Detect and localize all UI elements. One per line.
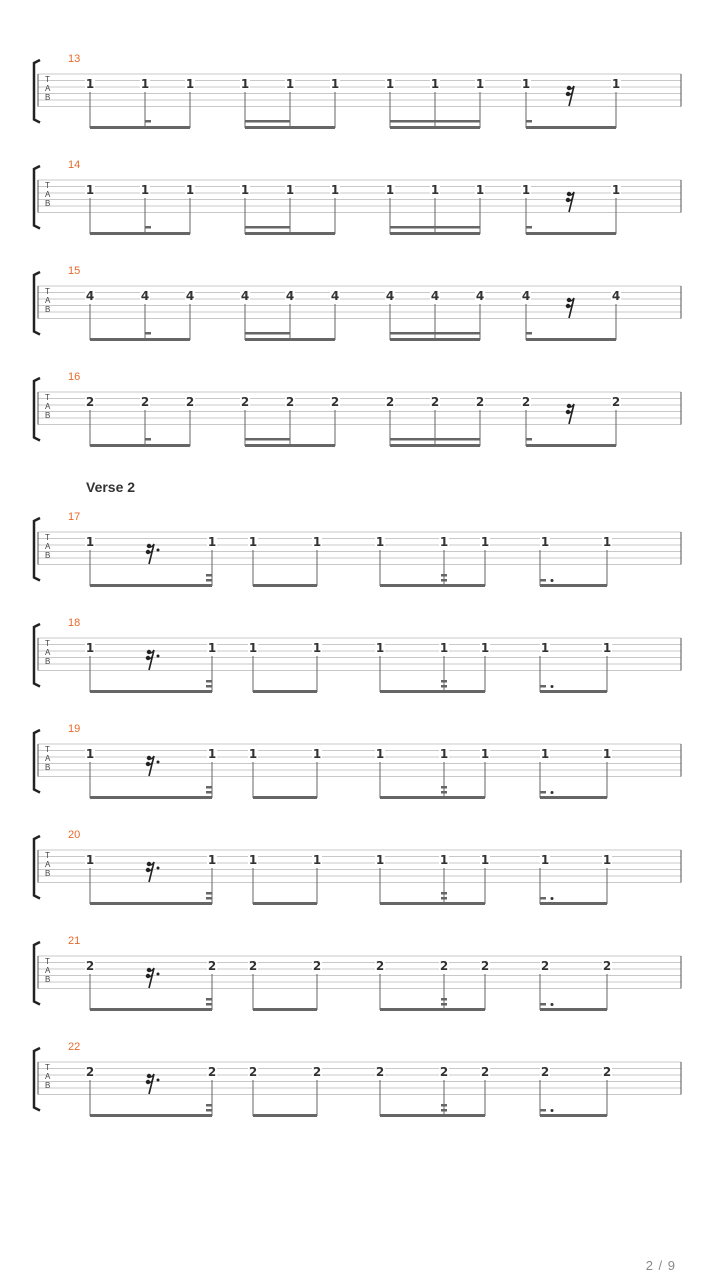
fret-number: 1 <box>540 853 550 867</box>
beam-stub <box>441 892 447 895</box>
fret-number: 1 <box>602 641 612 655</box>
beam-stub <box>526 332 532 335</box>
fret-number: 1 <box>330 183 340 197</box>
dot <box>551 579 554 582</box>
tab-system <box>34 53 681 129</box>
beam <box>90 232 190 235</box>
fret-number: 2 <box>540 1065 550 1079</box>
beam <box>390 126 480 129</box>
fret-number: 1 <box>240 183 250 197</box>
fret-number: 2 <box>248 1065 258 1079</box>
fret-number: 1 <box>207 535 217 549</box>
fret-number: 1 <box>140 77 150 91</box>
beam-stub <box>145 332 151 335</box>
system-bracket <box>34 1048 40 1111</box>
fret-number: 2 <box>521 395 531 409</box>
fret-number: 2 <box>439 959 449 973</box>
sixteenth-rest <box>146 1074 160 1094</box>
fret-number: 1 <box>85 183 95 197</box>
fret-number: 1 <box>185 77 195 91</box>
fret-number: 2 <box>475 395 485 409</box>
tab-clef-letter: T <box>45 287 50 296</box>
sixteenth-rest <box>566 298 574 318</box>
fret-number: 1 <box>439 747 449 761</box>
tab-clef-letter: B <box>45 411 51 420</box>
beam-stub <box>540 791 546 794</box>
tab-clef-letter: A <box>45 754 51 763</box>
fret-number: 4 <box>330 289 340 303</box>
fret-number: 4 <box>185 289 195 303</box>
beam-stub <box>145 226 151 229</box>
beam-stub <box>441 680 447 683</box>
beam-stub <box>441 998 447 1001</box>
fret-number: 1 <box>375 853 385 867</box>
beam <box>90 690 212 693</box>
measure-number: 14 <box>68 159 81 171</box>
fret-number: 1 <box>85 641 95 655</box>
beam-stub <box>145 120 151 123</box>
beam-stub <box>206 786 212 789</box>
fret-number: 1 <box>207 747 217 761</box>
tab-system <box>34 265 681 341</box>
fret-number: 2 <box>375 959 385 973</box>
fret-number: 1 <box>85 77 95 91</box>
beam-stub <box>441 1109 447 1112</box>
tab-clef-letter: B <box>45 869 51 878</box>
fret-number: 1 <box>540 641 550 655</box>
tab-clef-letter: A <box>45 402 51 411</box>
tab-clef-letter: T <box>45 393 50 402</box>
beam-stub <box>441 1104 447 1107</box>
tab-clef-letter: A <box>45 84 51 93</box>
beam-stub <box>441 579 447 582</box>
measure-number: 21 <box>68 935 81 947</box>
measure-number: 15 <box>68 265 81 277</box>
beam <box>540 796 607 799</box>
beam-stub <box>145 438 151 441</box>
beam <box>253 796 317 799</box>
beam-stub <box>526 226 532 229</box>
tab-clef-letter: T <box>45 639 50 648</box>
fret-number: 2 <box>248 959 258 973</box>
tab-system <box>34 617 681 693</box>
system-bracket <box>34 836 40 899</box>
fret-number: 1 <box>85 535 95 549</box>
beam-stub <box>540 1003 546 1006</box>
sixteenth-rest <box>146 544 160 564</box>
fret-number: 1 <box>375 535 385 549</box>
measure-number: 19 <box>68 723 81 735</box>
tab-clef-letter: B <box>45 975 51 984</box>
beam <box>253 1114 317 1117</box>
fret-number: 1 <box>330 77 340 91</box>
beam-stub <box>441 1003 447 1006</box>
tab-clef-letter: A <box>45 296 51 305</box>
tab-clef-letter: B <box>45 199 51 208</box>
beam <box>90 584 212 587</box>
beam-stub <box>540 579 546 582</box>
fret-number: 1 <box>185 183 195 197</box>
fret-number: 2 <box>611 395 621 409</box>
tab-clef-letter: B <box>45 1081 51 1090</box>
fret-number: 1 <box>207 853 217 867</box>
fret-number: 1 <box>312 853 322 867</box>
sixteenth-rest <box>146 650 160 670</box>
tab-clef-letter: A <box>45 966 51 975</box>
beam <box>540 584 607 587</box>
tab-clef-letter: A <box>45 542 51 551</box>
tab-system <box>34 723 681 799</box>
fret-number: 2 <box>540 959 550 973</box>
beam <box>90 902 212 905</box>
sixteenth-rest <box>566 404 574 424</box>
fret-number: 1 <box>480 535 490 549</box>
dot <box>551 1109 554 1112</box>
fret-number: 2 <box>480 1065 490 1079</box>
tab-clef-letter: T <box>45 75 50 84</box>
fret-number: 1 <box>430 183 440 197</box>
tab-clef-letter: A <box>45 1072 51 1081</box>
tab-clef-letter: B <box>45 93 51 102</box>
fret-number: 2 <box>85 395 95 409</box>
beam <box>380 584 485 587</box>
system-bracket <box>34 942 40 1005</box>
fret-number: 1 <box>285 183 295 197</box>
fret-number: 4 <box>140 289 150 303</box>
sixteenth-rest <box>566 86 574 106</box>
fret-number: 4 <box>611 289 621 303</box>
fret-number: 1 <box>312 641 322 655</box>
tab-system <box>34 1041 681 1117</box>
dot <box>551 685 554 688</box>
beam <box>90 338 190 341</box>
beam <box>245 338 335 341</box>
beam <box>90 444 190 447</box>
rest-dot <box>157 1079 160 1082</box>
fret-number: 1 <box>439 535 449 549</box>
beam-stub <box>206 1003 212 1006</box>
fret-number: 1 <box>602 535 612 549</box>
fret-number: 2 <box>330 395 340 409</box>
beam <box>90 796 212 799</box>
beam-secondary <box>390 332 480 335</box>
beam <box>253 690 317 693</box>
measure-number: 13 <box>68 53 81 65</box>
system-bracket <box>34 518 40 581</box>
measure-number: 18 <box>68 617 81 629</box>
fret-number: 1 <box>439 641 449 655</box>
beam-secondary <box>390 438 480 441</box>
fret-number: 1 <box>375 641 385 655</box>
fret-number: 1 <box>85 853 95 867</box>
beam-secondary <box>245 226 290 229</box>
fret-number: 1 <box>475 77 485 91</box>
beam-secondary <box>245 438 290 441</box>
fret-number: 2 <box>439 1065 449 1079</box>
fret-number: 1 <box>480 747 490 761</box>
tab-clef-letter: B <box>45 657 51 666</box>
fret-number: 1 <box>430 77 440 91</box>
measure-number: 16 <box>68 371 81 383</box>
fret-number: 1 <box>312 747 322 761</box>
fret-number: 1 <box>312 535 322 549</box>
fret-number: 1 <box>439 853 449 867</box>
tab-clef-letter: B <box>45 305 51 314</box>
fret-number: 1 <box>248 853 258 867</box>
beam <box>540 690 607 693</box>
fret-number: 2 <box>185 395 195 409</box>
tab-system <box>34 935 681 1011</box>
system-bracket <box>34 730 40 793</box>
beam <box>253 584 317 587</box>
fret-number: 1 <box>611 183 621 197</box>
fret-number: 1 <box>521 183 531 197</box>
fret-number: 4 <box>430 289 440 303</box>
fret-number: 2 <box>140 395 150 409</box>
beam-stub <box>540 685 546 688</box>
beam-stub <box>540 1109 546 1112</box>
fret-number: 1 <box>602 853 612 867</box>
fret-number: 1 <box>248 747 258 761</box>
fret-number: 1 <box>521 77 531 91</box>
tab-clef-letter: T <box>45 957 50 966</box>
rest-dot <box>157 973 160 976</box>
fret-number: 1 <box>540 747 550 761</box>
beam-secondary <box>390 120 480 123</box>
fret-number: 2 <box>240 395 250 409</box>
tab-clef-letter: B <box>45 763 51 772</box>
tab-system <box>34 511 681 587</box>
fret-number: 1 <box>475 183 485 197</box>
fret-number: 4 <box>85 289 95 303</box>
beam <box>390 338 480 341</box>
fret-number: 4 <box>475 289 485 303</box>
system-bracket <box>34 60 40 123</box>
fret-number: 2 <box>85 959 95 973</box>
dot <box>551 791 554 794</box>
fret-number: 1 <box>248 641 258 655</box>
tab-system <box>34 159 681 235</box>
beam <box>526 444 616 447</box>
tab-clef-letter: A <box>45 648 51 657</box>
rest-dot <box>157 761 160 764</box>
measure-number: 20 <box>68 829 81 841</box>
beam-stub <box>441 897 447 900</box>
rest-dot <box>157 867 160 870</box>
fret-number: 2 <box>312 959 322 973</box>
fret-number: 2 <box>602 959 612 973</box>
system-bracket <box>34 378 40 441</box>
beam <box>540 1008 607 1011</box>
beam-stub <box>441 685 447 688</box>
beam <box>380 796 485 799</box>
fret-number: 2 <box>430 395 440 409</box>
fret-number: 2 <box>602 1065 612 1079</box>
section-label: Verse 2 <box>86 479 136 495</box>
fret-number: 1 <box>140 183 150 197</box>
system-bracket <box>34 272 40 335</box>
dot <box>551 897 554 900</box>
measure-number: 17 <box>68 511 81 523</box>
fret-number: 4 <box>385 289 395 303</box>
beam-stub <box>540 897 546 900</box>
beam-stub <box>206 892 212 895</box>
fret-number: 1 <box>480 641 490 655</box>
beam-stub <box>206 897 212 900</box>
tab-system <box>34 829 681 905</box>
beam <box>245 444 335 447</box>
beam <box>380 690 485 693</box>
system-bracket <box>34 624 40 687</box>
tab-system <box>34 371 681 447</box>
beam <box>390 232 480 235</box>
beam <box>526 126 616 129</box>
rest-dot <box>157 549 160 552</box>
beam <box>253 1008 317 1011</box>
beam <box>540 1114 607 1117</box>
beam <box>380 1114 485 1117</box>
fret-number: 1 <box>85 747 95 761</box>
beam-secondary <box>390 226 480 229</box>
beam-stub <box>526 120 532 123</box>
dot <box>551 1003 554 1006</box>
fret-number: 2 <box>85 1065 95 1079</box>
measure-number: 22 <box>68 1041 81 1053</box>
beam-secondary <box>245 332 290 335</box>
beam-stub <box>206 1109 212 1112</box>
sixteenth-rest <box>146 756 160 776</box>
sixteenth-rest <box>146 968 160 988</box>
tab-clef-letter: T <box>45 745 50 754</box>
fret-number: 4 <box>240 289 250 303</box>
fret-number: 1 <box>248 535 258 549</box>
fret-number: 2 <box>480 959 490 973</box>
beam-stub <box>206 998 212 1001</box>
beam-stub <box>206 685 212 688</box>
beam <box>526 338 616 341</box>
fret-number: 2 <box>285 395 295 409</box>
sixteenth-rest <box>566 192 574 212</box>
fret-number: 1 <box>207 641 217 655</box>
beam-stub <box>441 574 447 577</box>
fret-number: 1 <box>375 747 385 761</box>
tab-clef-letter: A <box>45 190 51 199</box>
fret-number: 1 <box>385 183 395 197</box>
page-number: 2 / 9 <box>645 1258 676 1273</box>
fret-number: 1 <box>602 747 612 761</box>
beam <box>90 126 190 129</box>
beam-stub <box>441 786 447 789</box>
fret-number: 2 <box>207 1065 217 1079</box>
fret-number: 1 <box>285 77 295 91</box>
tab-clef-letter: T <box>45 851 50 860</box>
beam <box>245 232 335 235</box>
tab-clef-letter: T <box>45 181 50 190</box>
beam <box>380 902 485 905</box>
beam <box>90 1114 212 1117</box>
beam-stub <box>441 791 447 794</box>
rest-dot <box>157 655 160 658</box>
tab-clef-letter: T <box>45 1063 50 1072</box>
fret-number: 1 <box>240 77 250 91</box>
fret-number: 1 <box>385 77 395 91</box>
beam <box>90 1008 212 1011</box>
beam <box>380 1008 485 1011</box>
beam-stub <box>206 579 212 582</box>
beam-secondary <box>245 120 290 123</box>
fret-number: 1 <box>540 535 550 549</box>
beam-stub <box>206 791 212 794</box>
beam-stub <box>206 574 212 577</box>
fret-number: 2 <box>385 395 395 409</box>
beam-stub <box>526 438 532 441</box>
beam <box>390 444 480 447</box>
fret-number: 2 <box>312 1065 322 1079</box>
fret-number: 1 <box>611 77 621 91</box>
tab-clef-letter: T <box>45 533 50 542</box>
beam <box>245 126 335 129</box>
fret-number: 2 <box>375 1065 385 1079</box>
fret-number: 4 <box>285 289 295 303</box>
beam-stub <box>206 680 212 683</box>
tab-clef-letter: B <box>45 551 51 560</box>
beam <box>540 902 607 905</box>
fret-number: 4 <box>521 289 531 303</box>
tab-clef-letter: A <box>45 860 51 869</box>
beam-stub <box>206 1104 212 1107</box>
fret-number: 2 <box>207 959 217 973</box>
sixteenth-rest <box>146 862 160 882</box>
system-bracket <box>34 166 40 229</box>
beam <box>526 232 616 235</box>
fret-number: 1 <box>480 853 490 867</box>
beam <box>253 902 317 905</box>
